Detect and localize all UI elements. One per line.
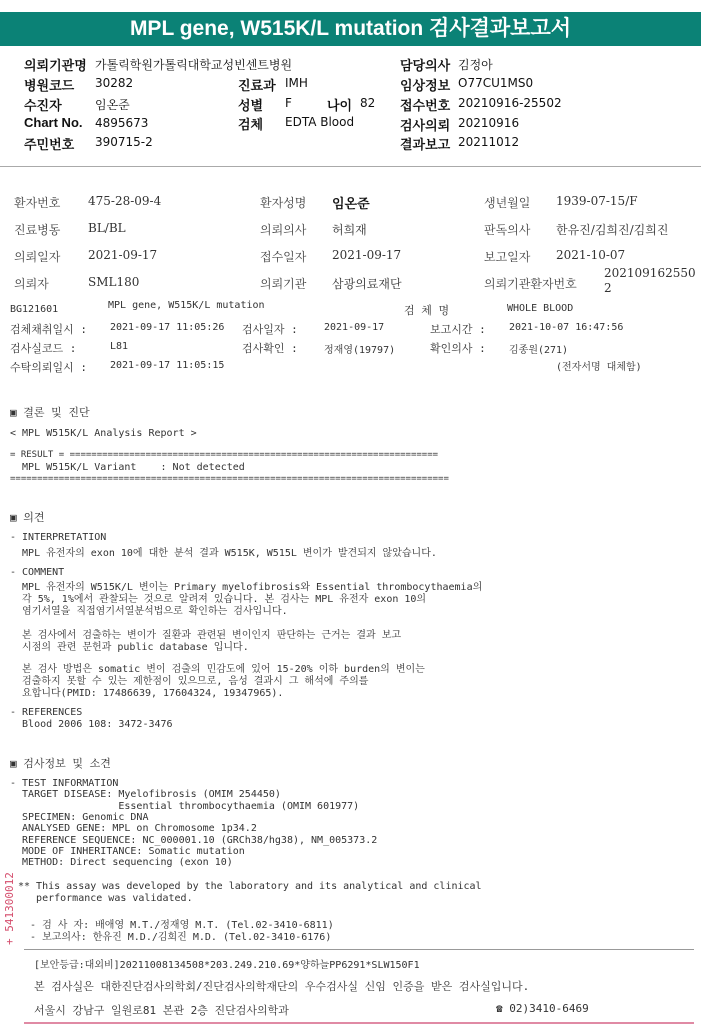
hdr-value-inst: 가톨릭학원가톨릭대학교성빈센트병원 <box>95 58 293 72</box>
hdr-value-dept: IMH <box>285 76 308 90</box>
hdr-value-hospcode: 30282 <box>95 76 134 90</box>
hdr-label-dept: 진료과 <box>238 78 276 93</box>
hdr-label-inst: 의뢰기관명 <box>24 58 87 73</box>
pt-value-repdate: 2021-10-07 <box>556 248 626 262</box>
pt-value-name: 임온준 <box>332 196 370 211</box>
section-heading-conclusion: ▣ 결론 및 진단 <box>10 406 90 419</box>
comment-title: - COMMENT <box>10 567 65 578</box>
hdr-value-specimen: EDTA Blood <box>285 115 355 129</box>
test-code: BG121601 <box>10 304 59 315</box>
esign-note: (전자서명 대체함) <box>556 362 642 373</box>
assay-note-2: performance was validated. <box>18 893 193 904</box>
hdr-label-sex: 성별 <box>238 98 264 113</box>
comment-line-2: 각 5%, 1%에서 관찰되는 것으로 알려져 있습니다. 본 검사는 MPL 유전자 exon 10의 <box>10 594 427 605</box>
meta-label-reporttime: 보고시간 : <box>430 323 486 336</box>
pt-label-repdate: 보고일자 <box>484 250 531 264</box>
pt-value-client: SML180 <box>88 275 140 289</box>
meta-value-recv: 2021-09-17 11:05:15 <box>110 360 225 371</box>
hdr-value-rrn: 390715-2 <box>95 135 153 149</box>
pt-label-dob: 생년월일 <box>484 196 531 210</box>
hdr-value-clinical: O77CU1MS0 <box>458 76 534 90</box>
pt-label-phys: 의뢰의사 <box>260 223 307 237</box>
pt-label-name: 환자성명 <box>260 196 307 210</box>
test-name: MPL gene, W515K/L mutation <box>108 300 265 311</box>
interp-text: MPL 유전자의 exon 10에 대한 분석 결과 W515K, W515L 변이가 발견되지 않았습니다. <box>10 548 437 559</box>
pt-value-instpid-2: 2 <box>604 281 612 295</box>
meta-value-reporttime: 2021-10-07 16:47:56 <box>509 322 624 333</box>
hdr-label-accession: 접수번호 <box>400 98 451 113</box>
hdr-label-clinical: 임상정보 <box>400 78 451 93</box>
hdr-value-request: 20210916 <box>458 116 520 130</box>
pt-value-ward: BL/BL <box>88 221 126 235</box>
analysis-report-title: < MPL W515K/L Analysis Report > <box>10 428 197 439</box>
pt-label-reader: 판독의사 <box>484 223 531 237</box>
hdr-value-examinee: 임온준 <box>95 98 130 112</box>
hdr-label-chart: Chart No. <box>24 115 83 130</box>
info-line-4: ANALYSED GENE: MPL on Chromosome 1p34.2 <box>10 823 257 834</box>
comment-line-8: 요합니다(PMID: 17486639, 17604324, 19347965). <box>10 688 284 699</box>
info-line-5: REFERENCE SEQUENCE: NC_000001.10 (GRCh38/hg38), NM_005373.2 <box>10 835 378 846</box>
info-line-0: - TEST INFORMATION <box>10 778 119 789</box>
hdr-label-hospcode: 병원코드 <box>24 78 75 93</box>
footer-accent-line <box>24 1022 694 1024</box>
pt-value-reqdate: 2021-09-17 <box>88 248 158 262</box>
hdr-label-report: 결과보고 <box>400 137 451 152</box>
meta-label-specimen: 검 체 명 <box>404 304 450 317</box>
pt-value-inst: 삼광의료재단 <box>332 277 402 291</box>
pt-label-reqdate: 의뢰일자 <box>14 250 61 264</box>
result-rule-top: = RESULT = ==================================================================== <box>10 450 439 460</box>
pt-value-recvdate: 2021-09-17 <box>332 248 402 262</box>
report-title: MPL gene, W515K/L mutation 검사결과보고서 <box>0 12 701 46</box>
pt-label-regno: 환자번호 <box>14 196 61 210</box>
comment-line-5: 시점의 관련 문헌과 public database 입니다. <box>10 642 249 653</box>
meta-label-testdate: 검사일자 : <box>242 323 298 336</box>
meta-value-collect: 2021-09-17 11:05:26 <box>110 322 225 333</box>
meta-value-doctor: 김종원(271) <box>509 345 569 356</box>
hdr-label-rrn: 주민번호 <box>24 137 75 152</box>
pt-label-instpid: 의뢰기관환자번호 <box>484 277 577 291</box>
meta-value-testdate: 2021-09-17 <box>324 322 385 333</box>
signer-tech: - 검 사 자: 배애영 M.T./정재영 M.T. (Tel.02-3410-6811) <box>18 920 334 931</box>
interp-title: - INTERPRETATION <box>10 532 107 543</box>
result-rule-bottom: ================================================================================= <box>10 474 449 484</box>
comment-line-7: 검출하지 못할 수 있는 제한점이 있으므로, 음성 결과시 그 해석에 주의를 <box>10 676 369 687</box>
references-title: - REFERENCES <box>10 707 83 718</box>
pt-value-phys: 허희재 <box>332 223 367 237</box>
section-heading-opinion: ▣ 의견 <box>10 511 45 524</box>
footer-security: [보안등급:대외비]20211008134508*203.249.210.69*양하늘PP6291*SLW150F1 <box>34 960 420 971</box>
comment-line-6: 본 검사 방법은 somatic 변이 검출의 민감도에 있어 15-20% 이하 burden의 변이는 <box>10 664 425 675</box>
pt-label-client: 의뢰자 <box>14 277 49 291</box>
pt-value-regno: 475-28-09-4 <box>88 194 162 208</box>
assay-note-1: ** This assay was developed by the laboratory and its analytical and clinical <box>18 881 482 892</box>
pt-label-recvdate: 접수일자 <box>260 250 307 264</box>
signer-doctor: - 보고의사: 한유진 M.D./김희진 M.D. (Tel.02-3410-6176) <box>18 932 332 943</box>
pt-value-dob: 1939-07-15/F <box>556 194 638 208</box>
comment-line-3: 염기서열을 직접염기서열분석법으로 확인하는 검사입니다. <box>10 606 288 617</box>
info-line-6: MODE OF INHERITANCE: Somatic mutation <box>10 846 245 857</box>
pt-label-ward: 진료병동 <box>14 223 61 237</box>
info-line-7: METHOD: Direct sequencing (exon 10) <box>10 857 233 868</box>
footer-divider <box>24 949 694 950</box>
footer-address: 서울시 강남구 일원로81 본관 2층 진단검사의학과 <box>34 1004 289 1017</box>
comment-line-4: 본 검사에서 검출하는 변이가 질환과 관련된 변이인지 판단하는 근거는 결과 보고 <box>10 630 402 641</box>
hdr-label-examinee: 수진자 <box>24 98 62 113</box>
pt-value-reader: 한유진/김희진/김희진 <box>556 223 669 237</box>
meta-label-confirm: 검사확인 : <box>242 342 298 355</box>
meta-label-room: 검사실코드 : <box>10 342 77 355</box>
meta-value-confirm: 정재영(19797) <box>324 345 396 356</box>
meta-label-doctor: 확인의사 : <box>430 342 486 355</box>
hdr-value-report: 20211012 <box>458 135 520 149</box>
footer-phone: ☎ 02)3410-6469 <box>496 1002 589 1015</box>
section-heading-info: ▣ 검사정보 및 소견 <box>10 757 111 770</box>
info-line-2: Essential thrombocythaemia (OMIM 601977) <box>10 801 360 812</box>
hdr-value-doctor: 김정아 <box>458 58 493 72</box>
side-barcode-text: + 541300012 <box>3 872 16 945</box>
pt-label-inst: 의뢰기관 <box>260 277 307 291</box>
result-variant: MPL W515K/L Variant : Not detected <box>10 462 245 473</box>
hdr-label-request: 검사의뢰 <box>400 118 451 133</box>
hdr-value-sex: F <box>285 96 292 110</box>
meta-label-recv: 수탁의뢰일시 : <box>10 361 88 374</box>
meta-value-room: L81 <box>110 341 129 352</box>
pt-value-instpid-1: 202109162550 <box>604 266 696 280</box>
hdr-label-age: 나이 <box>327 98 353 113</box>
header-divider <box>0 166 701 167</box>
footer-cert: 본 검사실은 대한진단검사의학회/진단검사의학재단의 우수검사실 신임 인증을 받은 검사실입니다. <box>34 980 530 993</box>
hdr-value-age: 82 <box>360 96 376 110</box>
comment-line-1: MPL 유전자의 W515K/L 변이는 Primary myelofibrosis와 Essential thrombocythaemia의 <box>10 582 483 593</box>
side-barcode <box>3 845 17 945</box>
hdr-value-accession: 20210916-25502 <box>458 96 562 110</box>
meta-value-specimen: WHOLE BLOOD <box>507 303 574 314</box>
hdr-value-chart: 4895673 <box>95 116 149 130</box>
hdr-label-doctor: 담당의사 <box>400 58 451 73</box>
info-line-1: TARGET DISEASE: Myelofibrosis (OMIM 254450) <box>10 789 281 800</box>
meta-label-collect: 검체채취일시 : <box>10 323 88 336</box>
references-text: Blood 2006 108: 3472-3476 <box>10 719 173 730</box>
hdr-label-specimen: 검체 <box>238 117 264 132</box>
info-line-3: SPECIMEN: Genomic DNA <box>10 812 149 823</box>
